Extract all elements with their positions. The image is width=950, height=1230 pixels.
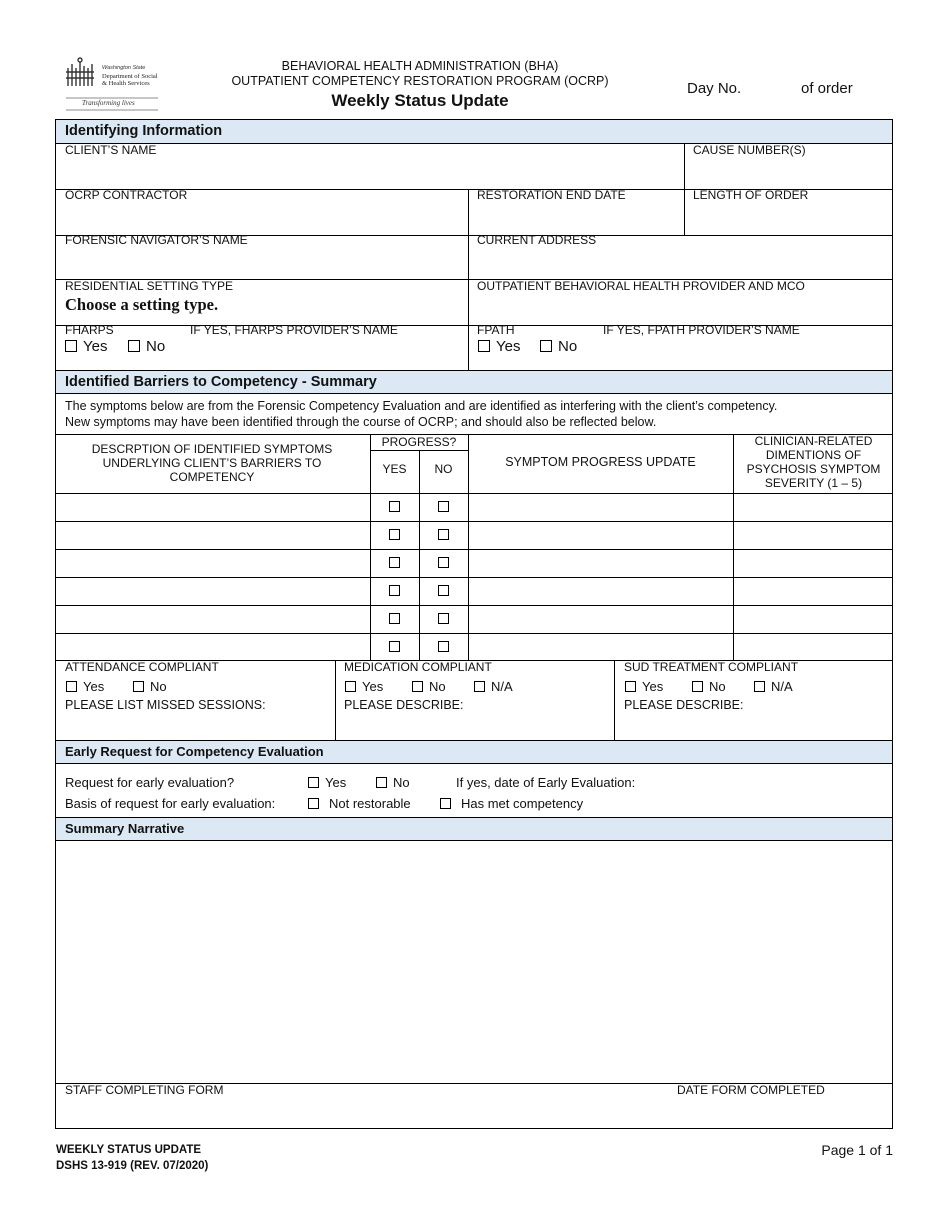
progress-yes-checkbox[interactable]	[389, 641, 400, 652]
checkbox-icon[interactable]	[345, 681, 356, 692]
col-update-header: SYMPTOM PROGRESS UPDATE	[505, 455, 696, 469]
symptom-description-cell[interactable]	[57, 634, 369, 659]
logo-state: Washington State	[102, 65, 146, 71]
restoration-end-date-label: RESTORATION END DATE	[477, 188, 626, 202]
summary-narrative-field[interactable]	[57, 842, 891, 1082]
checkbox-icon[interactable]	[308, 798, 319, 809]
symptom-description-cell[interactable]	[57, 522, 369, 549]
dshs-logo	[62, 56, 162, 112]
outpatient-provider-label: OUTPATIENT BEHAVIORAL HEALTH PROVIDER AND MCO	[477, 279, 805, 293]
of-order-label: of order	[801, 80, 853, 97]
fpath-label: FPATH	[477, 323, 515, 337]
symptom-update-cell[interactable]	[470, 522, 732, 549]
footer-form-number: DSHS 13-919 (REV. 07/2020)	[56, 1160, 209, 1172]
length-of-order-label: LENGTH OF ORDER	[693, 188, 809, 202]
fpath-no-option[interactable]: No	[540, 338, 577, 355]
residential-setting-select[interactable]: Choose a setting type.	[65, 295, 219, 314]
attendance-no-option[interactable]: No	[133, 679, 167, 694]
symptom-row	[56, 550, 892, 578]
footer-form-name: WEEKLY STATUS UPDATE	[56, 1144, 202, 1156]
staff-completing-field[interactable]	[57, 1098, 667, 1126]
barriers-intro-line2: New symptoms may have been identified through the course of OCRP; and should also be reflected below.	[65, 415, 657, 429]
page-number: Page 1 of 1	[821, 1142, 893, 1158]
fpath-provider-label: IF YES, FPATH PROVIDER’S NAME	[603, 323, 800, 337]
header-line-bha: BEHAVIORAL HEALTH ADMINISTRATION (BHA)	[281, 59, 559, 73]
fharps-label: FHARPS	[65, 323, 114, 337]
checkbox-icon[interactable]	[692, 681, 703, 692]
checkbox-icon[interactable]	[308, 777, 319, 788]
progress-yes-checkbox[interactable]	[389, 613, 400, 624]
medication-no-option[interactable]: No	[412, 679, 446, 694]
severity-cell[interactable]	[735, 494, 891, 521]
severity-cell[interactable]	[735, 578, 891, 605]
early-request-label: Request for early evaluation?	[65, 775, 235, 790]
sud-no-option[interactable]: No	[692, 679, 726, 694]
progress-no-checkbox[interactable]	[438, 641, 449, 652]
symptom-description-cell[interactable]	[57, 578, 369, 605]
severity-cell[interactable]	[735, 522, 891, 549]
forensic-navigator-field[interactable]	[57, 248, 467, 278]
attendance-compliant-label: ATTENDANCE COMPLIANT	[65, 660, 219, 674]
checkbox-icon[interactable]	[540, 340, 552, 352]
checkbox-icon[interactable]	[474, 681, 485, 692]
sud-compliant-label: SUD TREATMENT COMPLIANT	[624, 660, 799, 674]
symptom-row	[56, 522, 892, 550]
medication-compliant-label: MEDICATION COMPLIANT	[344, 660, 492, 674]
met-competency-option[interactable]: Has met competency	[440, 796, 583, 811]
forensic-navigator-label: FORENSIC NAVIGATOR’S NAME	[65, 233, 248, 247]
symptom-update-cell[interactable]	[470, 606, 732, 633]
sud-describe-field[interactable]	[616, 714, 891, 738]
clients-name-field[interactable]	[57, 158, 682, 188]
restoration-end-date-field[interactable]	[470, 203, 682, 233]
progress-no-checkbox[interactable]	[438, 557, 449, 568]
outpatient-provider-field[interactable]	[470, 294, 890, 324]
early-eval-date-field[interactable]	[648, 772, 888, 792]
medication-describe-field[interactable]	[337, 714, 613, 738]
symptom-row	[56, 578, 892, 606]
sud-yes-option[interactable]: Yes	[625, 679, 663, 694]
medication-describe-label: PLEASE DESCRIBE:	[344, 698, 464, 712]
col-progress-header: PROGRESS?	[381, 435, 457, 449]
summary-narrative-section-header: Summary Narrative	[56, 817, 892, 841]
early-request-section-header: Early Request for Competency Evaluation	[56, 740, 892, 764]
checkbox-icon[interactable]	[440, 798, 451, 809]
early-request-yes-option[interactable]: Yes	[308, 775, 346, 790]
early-eval-date-label: If yes, date of Early Evaluation:	[456, 775, 636, 790]
not-restorable-option[interactable]: Not restorable	[308, 796, 411, 811]
logo-tagline: Transforming lives	[82, 99, 135, 107]
date-completed-label: DATE FORM COMPLETED	[677, 1083, 825, 1097]
progress-yes-checkbox[interactable]	[389, 585, 400, 596]
clients-name-label: CLIENT’S NAME	[65, 143, 157, 157]
cause-numbers-label: CAUSE NUMBER(S)	[693, 143, 806, 157]
logo-dept: Department of Social & Health Services	[102, 73, 158, 87]
current-address-label: CURRENT ADDRESS	[477, 233, 597, 247]
fharps-provider-label: IF YES, FHARPS PROVIDER’S NAME	[190, 323, 398, 337]
missed-sessions-field[interactable]	[57, 714, 333, 738]
missed-sessions-label: PLEASE LIST MISSED SESSIONS:	[65, 698, 266, 712]
progress-yes-checkbox[interactable]	[389, 501, 400, 512]
symptom-update-cell[interactable]	[470, 494, 732, 521]
cause-numbers-field[interactable]	[686, 158, 891, 188]
col-yes-header: YES	[382, 462, 407, 476]
checkbox-icon[interactable]	[133, 681, 144, 692]
progress-no-checkbox[interactable]	[438, 585, 449, 596]
length-of-order-field[interactable]	[686, 203, 891, 233]
early-request-no-option[interactable]: No	[376, 775, 410, 790]
staff-completing-label: STAFF COMPLETING FORM	[65, 1083, 224, 1097]
current-address-field[interactable]	[470, 248, 890, 278]
fpath-yes-option[interactable]: Yes	[478, 338, 520, 355]
progress-yes-checkbox[interactable]	[389, 557, 400, 568]
ocrp-contractor-field[interactable]	[57, 203, 467, 233]
symptom-description-cell[interactable]	[57, 550, 369, 577]
status-form	[55, 119, 893, 1129]
day-no-label: Day No.	[687, 80, 742, 97]
progress-no-checkbox[interactable]	[438, 613, 449, 624]
header-line-ocrp: OUTPATIENT COMPETENCY RESTORATION PROGRAM (OCRP)	[231, 74, 609, 88]
symptom-row	[56, 606, 892, 634]
checkbox-icon[interactable]	[412, 681, 423, 692]
fharps-no-option[interactable]: No	[128, 338, 165, 355]
col-no-header: NO	[434, 462, 453, 476]
severity-cell[interactable]	[735, 606, 891, 633]
checkbox-icon[interactable]	[65, 340, 77, 352]
date-completed-field[interactable]	[670, 1098, 890, 1126]
col-description-header: DESCRPTION OF IDENTIFIED SYMPTOMS UNDERLYING CLIENT’S BARRIERS TO COMPETENCY	[91, 442, 333, 484]
medication-yes-option[interactable]: Yes	[345, 679, 383, 694]
identifying-section-header: Identifying Information	[56, 120, 892, 144]
symptom-row	[56, 494, 892, 522]
barriers-section-header: Identified Barriers to Competency - Summary	[56, 370, 892, 394]
fharps-yes-option[interactable]: Yes	[65, 338, 107, 355]
severity-cell[interactable]	[735, 550, 891, 577]
checkbox-icon[interactable]	[478, 340, 490, 352]
checkbox-icon[interactable]	[625, 681, 636, 692]
progress-yes-checkbox[interactable]	[389, 529, 400, 540]
ocrp-contractor-label: OCRP CONTRACTOR	[65, 188, 188, 202]
progress-no-checkbox[interactable]	[438, 501, 449, 512]
symptom-description-cell[interactable]	[57, 606, 369, 633]
sud-describe-label: PLEASE DESCRIBE:	[624, 698, 744, 712]
basis-label: Basis of request for early evaluation:	[65, 796, 276, 811]
checkbox-icon[interactable]	[376, 777, 387, 788]
medication-na-option[interactable]: N/A	[474, 679, 513, 694]
progress-no-checkbox[interactable]	[438, 529, 449, 540]
barriers-intro-line1: The symptoms below are from the Forensic Competency Evaluation and are identified as interfering with the client’s competency.	[65, 399, 778, 413]
residential-setting-label: RESIDENTIAL SETTING TYPE	[65, 279, 234, 293]
checkbox-icon[interactable]	[128, 340, 140, 352]
symptom-description-cell[interactable]	[57, 494, 369, 521]
checkbox-icon[interactable]	[754, 681, 765, 692]
sud-na-option[interactable]: N/A	[754, 679, 793, 694]
page-title: Weekly Status Update	[331, 91, 509, 110]
severity-cell[interactable]	[735, 634, 891, 659]
symptom-update-cell[interactable]	[470, 550, 732, 577]
symptom-update-cell[interactable]	[470, 634, 732, 659]
checkbox-icon[interactable]	[66, 681, 77, 692]
symptom-update-cell[interactable]	[470, 578, 732, 605]
attendance-yes-option[interactable]: Yes	[66, 679, 104, 694]
symptom-row	[56, 634, 892, 660]
col-severity-header: CLINICIAN-RELATED DIMENTIONS OF PSYCHOSIS SYMPTOM SEVERITY (1 – 5)	[746, 434, 881, 490]
